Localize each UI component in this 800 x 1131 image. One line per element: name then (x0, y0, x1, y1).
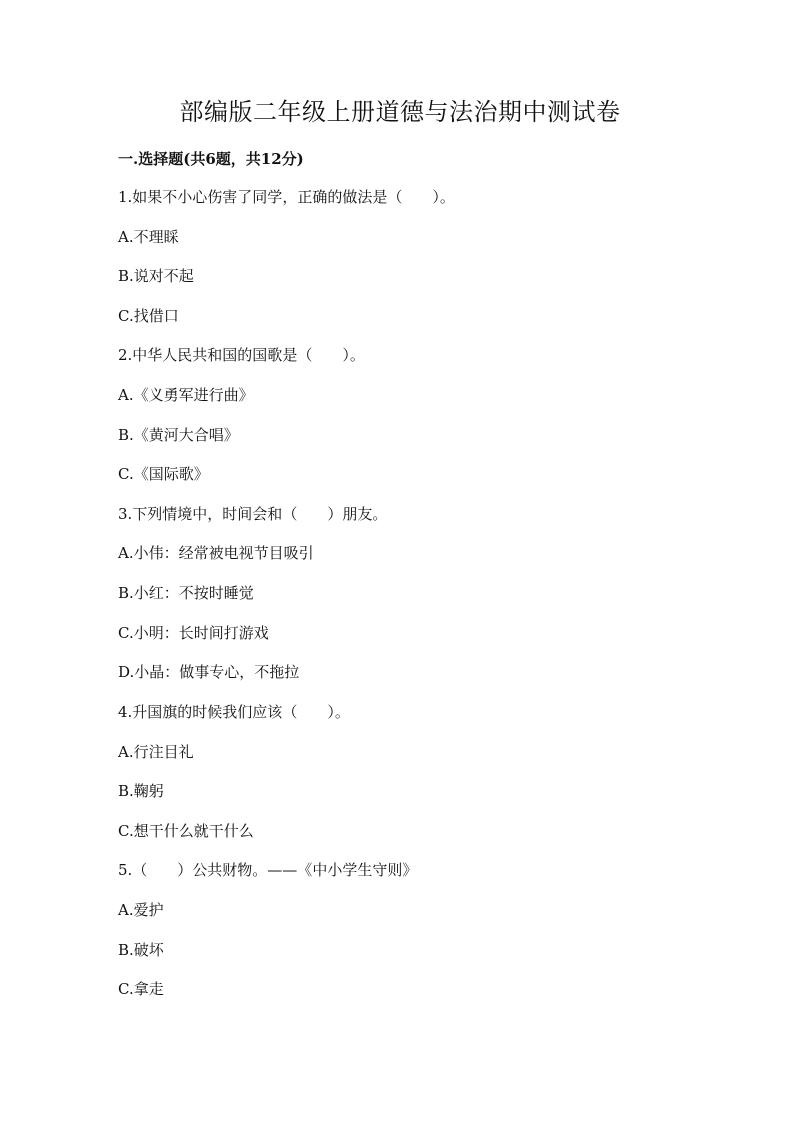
question-2-option-c: C.《国际歌》 (118, 465, 209, 483)
question-4-option-c: C.想干什么就干什么 (118, 822, 254, 840)
question-2-stem: 2.中华人民共和国的国歌是（ ）。 (118, 346, 365, 364)
section-heading: 一.选择题(共6题，共12分) (118, 150, 304, 168)
question-5-option-b: B.破坏 (118, 941, 164, 959)
question-3-option-b: B.小红：不按时睡觉 (118, 584, 254, 602)
question-1-stem: 1.如果不小心伤害了同学，正确的做法是（ ）。 (118, 188, 455, 206)
question-5-stem: 5.（ ）公共财物。——《中小学生守则》 (118, 861, 418, 879)
page-title: 部编版二年级上册道德与法治期中测试卷 (179, 98, 621, 126)
question-4-stem: 4.升国旗的时候我们应该（ ）。 (118, 703, 350, 721)
question-1-option-a: A.不理睬 (118, 228, 179, 246)
question-3-option-c: C.小明：长时间打游戏 (118, 624, 269, 642)
question-5-option-a: A.爱护 (118, 901, 164, 919)
question-3-option-d: D.小晶：做事专心，不拖拉 (118, 663, 300, 681)
question-2-option-a: A.《义勇军进行曲》 (118, 386, 254, 404)
question-1-option-c: C.找借口 (118, 307, 179, 325)
question-3-option-a: A.小伟：经常被电视节目吸引 (118, 544, 314, 562)
question-3-stem: 3.下列情境中，时间会和（ ）朋友。 (118, 505, 388, 523)
question-2-option-b: B.《黄河大合唱》 (118, 426, 239, 444)
question-4-option-a: A.行注目礼 (118, 743, 194, 761)
question-1-option-b: B.说对不起 (118, 267, 194, 285)
question-5-option-c: C.拿走 (118, 980, 164, 998)
question-4-option-b: B.鞠躬 (118, 782, 164, 800)
